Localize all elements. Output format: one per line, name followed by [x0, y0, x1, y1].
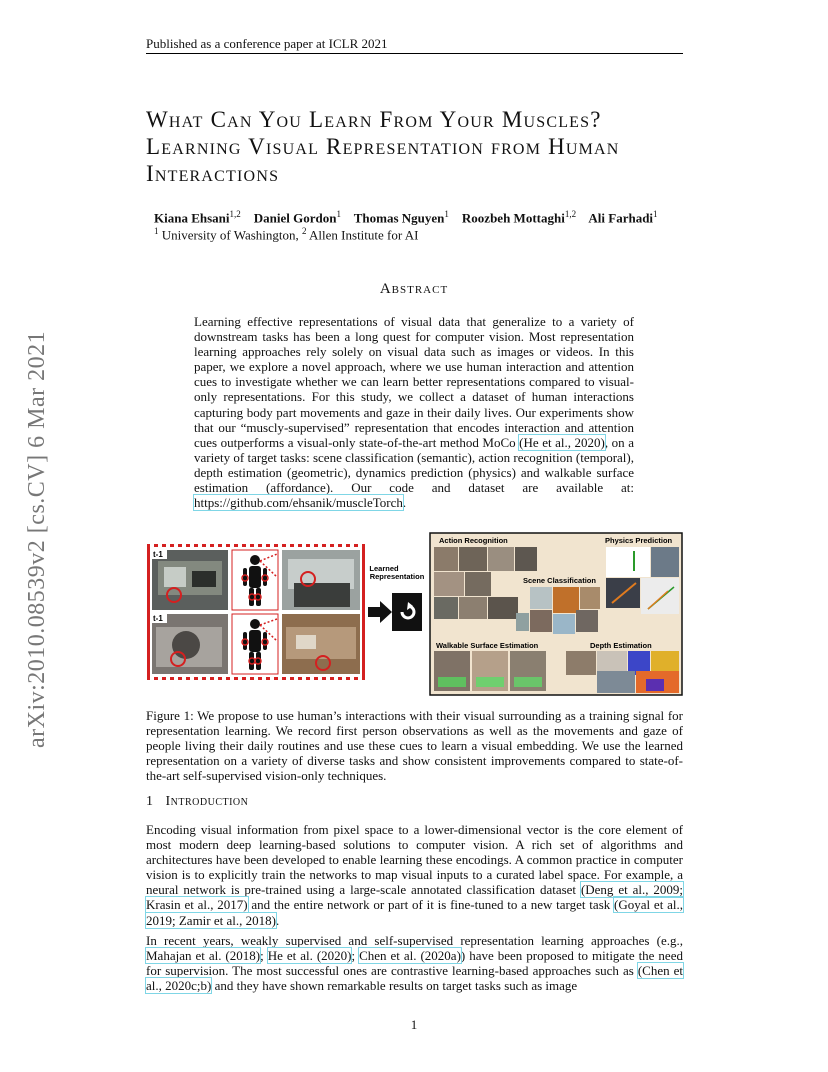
section-title: Introduction: [165, 794, 249, 809]
citation-link[interactable]: (He et al., 2020): [519, 434, 605, 450]
title-line-3: Interactions: [146, 161, 280, 186]
code-url-link[interactable]: https://github.com/ehsanik/muscleTorch: [194, 495, 403, 511]
author-name: Kiana Ehsani: [154, 210, 230, 226]
author-name: Roozbeh Mottaghi: [461, 210, 565, 226]
page-number: 1: [410, 1017, 418, 1032]
paper-title: [146, 106, 706, 187]
citation-link[interactable]: Mahajan et al. (2018): [146, 948, 261, 964]
citation-link[interactable]: He et al. (2020): [267, 948, 352, 964]
walkable-surface-thumbnails: [434, 651, 546, 691]
task-label-physics-prediction: Physics Prediction: [605, 536, 673, 545]
figure-caption: Figure 1: We propose to use human’s interactions with their visual surrounding as a training signal for representation learning. We record first person observations as well as the movements and gaze of people living their daily routines and use these cues to learn a visual embedding. We use the learned representation on a variety of diverse tasks and show consistent improvements compared to state-of-the-art self-supervised vision-only techniques.: [146, 708, 683, 784]
author-affil-mark: 1: [336, 209, 341, 219]
section-heading: [146, 794, 248, 810]
author-list: [154, 209, 658, 226]
author-name: Ali Farhadi: [588, 210, 654, 226]
author-affil-mark: 1: [653, 209, 658, 219]
citation-link[interactable]: (Deng et al., 2009; Krasin et al., 2017): [146, 882, 683, 913]
paragraph-text: Encoding visual information from pixel space to a lower-dimensional vector is the core element of most modern deep learning-based solutions to computer vision. A rich set of algorithms and architectures have been developed to enable learning these encodings. A common practice in computer vision is to explicitly train the networks to map visual inputs to a curated label space. For example, a neural network is pre-trained using a large-scale annotated classification dataset: [146, 822, 683, 898]
affil-text: University of Washington,: [158, 227, 303, 243]
arxiv-identifier[interactable]: arXiv:2010.08539v2 [cs.CV] 6 Mar 2021: [24, 330, 50, 748]
affiliations: [154, 226, 418, 243]
intro-paragraph-1: [146, 822, 683, 928]
paragraph-text: and the entire network or part of it is fine-tuned to a new target task: [247, 897, 615, 913]
task-label-walkable-surface: Walkable Surface Estimation: [436, 641, 539, 650]
header-rule: [146, 53, 683, 54]
running-header: Published as a conference paper at ICLR 2021: [146, 36, 388, 51]
figure-1-graphic: [146, 531, 683, 697]
figure-1: [146, 531, 683, 697]
affil-mark: 1: [154, 226, 159, 236]
paragraph-text: and they have shown remarkable results on target tasks such as image: [211, 978, 578, 994]
paragraph-text: In recent years, weakly supervised and self-supervised representation learning approaches (e.g.,: [146, 933, 683, 948]
paragraph-text: ;: [260, 948, 268, 964]
abstract-text: Learning effective representations of visual data that generalize to a variety of downstream tasks has been a long quest for computer vision. Most representation learning approaches rely solely on visual data such as images or videos. In this paper, we explore a novel approach, where we use human interaction and attention cues to investigate whether we can learn better representations compared to visual-only representations. For this study, we collect a dataset of human interactions capturing body part movements and gaze in their daily lives. Our experiments show that our “muscly-supervised” representation that encodes interaction and attention cues outperforms a visual-only state-of-the-art method MoCo: [194, 314, 634, 450]
task-label-action-recognition: Action Recognition: [439, 536, 508, 545]
arrow-right-icon: [368, 601, 392, 623]
abstract-text: , on a variety of target tasks: scene classification (semantic), action recognition (temporal), depth estimation (geometric), dynamics prediction (physics) and walkable surface estimation (affordance). Our code and dataset are available at:: [194, 434, 634, 496]
paragraph-text: .: [275, 912, 280, 928]
paragraph-text: ;: [351, 948, 360, 964]
affil-mark: 2: [302, 226, 307, 236]
physics-prediction-thumbnails: [606, 547, 679, 614]
task-label-scene-classification: Scene Classification: [523, 576, 596, 585]
author-affil-mark: 1,2: [229, 209, 241, 219]
abstract-heading: Abstract: [379, 281, 449, 297]
citation-link[interactable]: Chen et al. (2020a): [359, 948, 461, 964]
author-affil-mark: 1: [444, 209, 449, 219]
title-line-2: Learning Visual Representation from Human: [146, 134, 620, 159]
affil-text: Allen Institute for AI: [306, 227, 419, 243]
section-number: 1: [146, 794, 154, 809]
abstract-end: .: [402, 495, 407, 511]
learned-label: Learned: [369, 564, 399, 573]
citation-link[interactable]: (Goyal et al., 2019; Zamir et al., 2018): [146, 897, 683, 928]
citation-link[interactable]: (Chen et al., 2020c;b): [146, 963, 683, 994]
author-affil-mark: 1,2: [564, 209, 577, 219]
author-name: Daniel Gordon: [253, 210, 337, 226]
paragraph-text: ) have been proposed to mitigate the need for supervision. The most successful ones are contrastive learning-based approaches such as: [146, 948, 683, 979]
task-label-depth-estimation: Depth Estimation: [590, 641, 652, 650]
encoder-block: [392, 593, 422, 631]
representation-label: Representation: [369, 572, 425, 581]
intro-paragraph-2: [146, 933, 683, 993]
author-name: Thomas Nguyen: [353, 210, 445, 226]
frame-time-label-bottom: t-1: [153, 614, 163, 623]
frame-time-label-top: t-1: [153, 550, 163, 559]
title-line-1: What Can You Learn From Your Muscles?: [146, 107, 602, 132]
abstract-body: [194, 314, 634, 510]
